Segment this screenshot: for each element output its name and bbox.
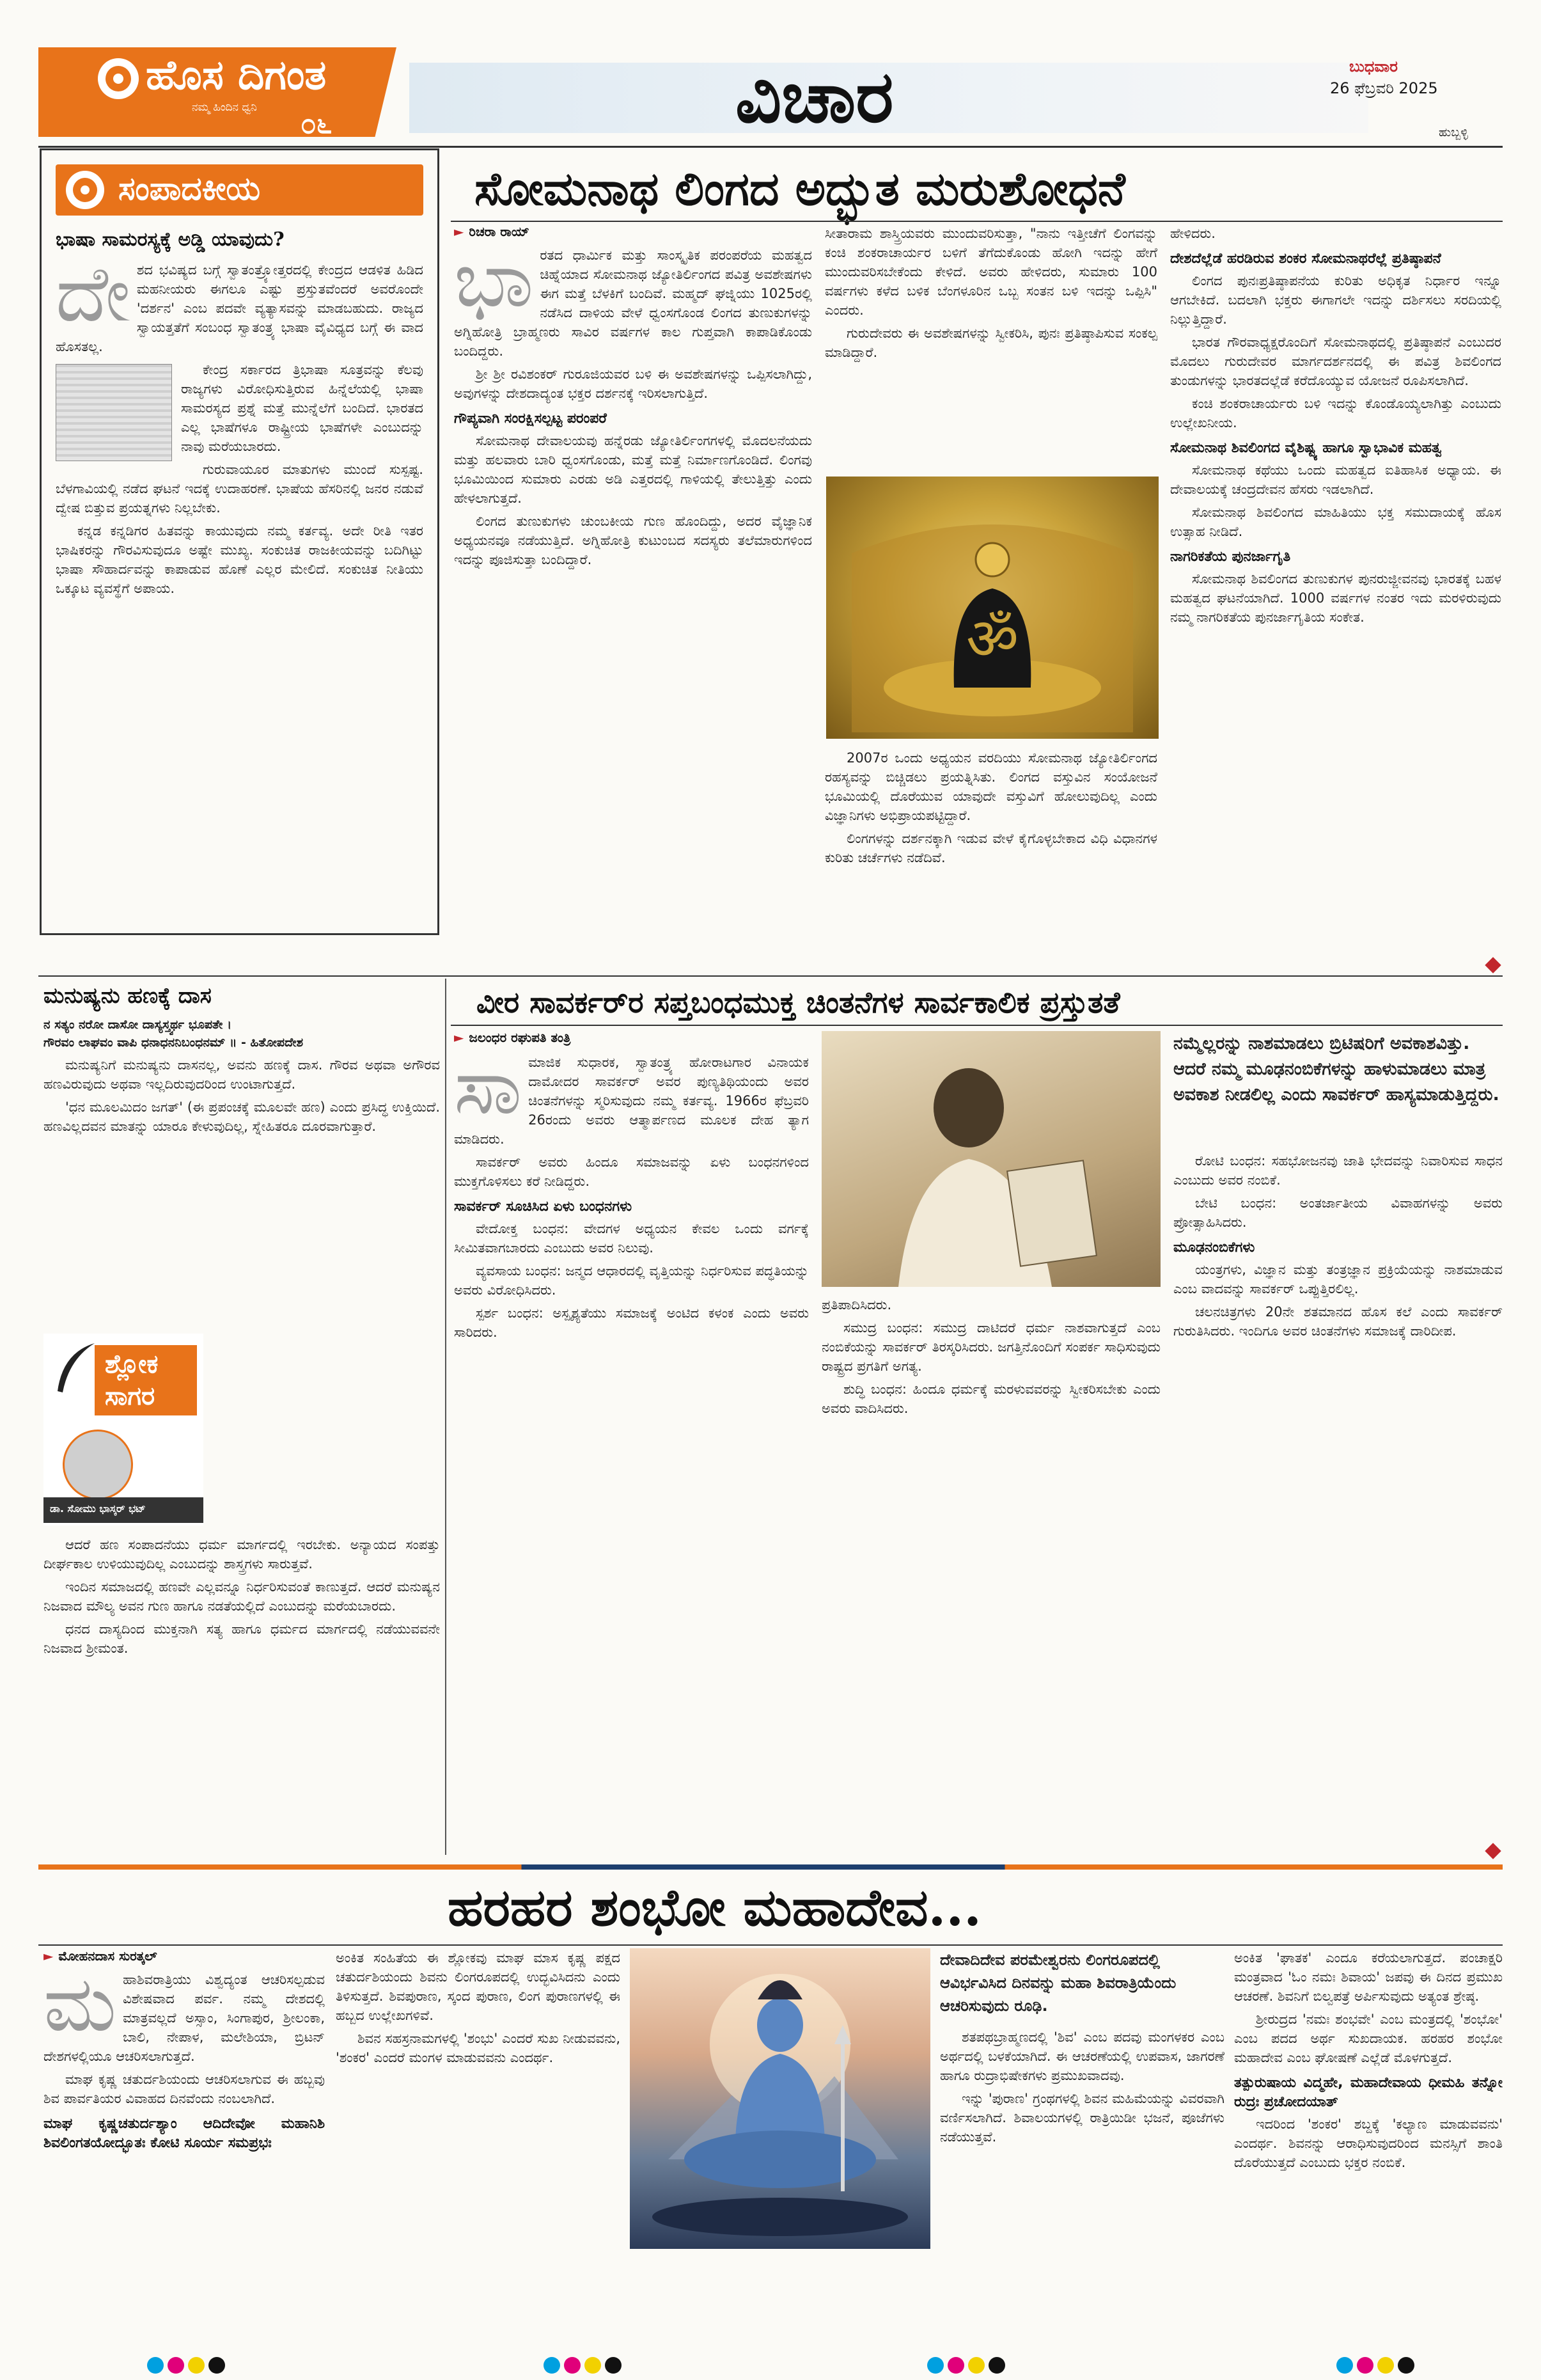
registration-dot: [584, 2357, 601, 2374]
savarkar-subhead: ಮೂಢನಂಬಿಕೆಗಳು: [1173, 1240, 1255, 1256]
shambho-author: ಮೋಹನದಾಸ ಸುರತ್ಕಲ್: [58, 1948, 157, 1964]
columnist-name: ಡಾ. ಸೋಮು ಭಾಸ್ಕರ್ ಭಟ್: [50, 1502, 146, 1515]
shivalinga-icon: [826, 477, 1159, 739]
registration-dot: [564, 2357, 581, 2374]
shambho-rule: [38, 1944, 1503, 1946]
somanatha-paragraph: ಶ್ರೀ ಶ್ರೀ ರವಿಶಂಕರ್ ಗುರೂಜಿಯವರ ಬಳಿ ಈ ಅವಶೇಷಗಳನ್ನು ಒಪ್ಪಿಸಲಾಗಿದ್ದು, ಅವುಗಳನ್ನು ದೇಶದಾದ್ಯಂತ ಭಕ್ತರ ದರ್ಶನಕ್ಕೆ ಇರಿಸಲಾಗುತ್ತಿದೆ.: [454, 366, 812, 401]
registration-dot: [1398, 2357, 1414, 2374]
somanatha-paragraph: ಕಂಚಿ ಶಂಕರಾಚಾರ್ಯರು ಬಳಿ ಇದನ್ನು ಕೊಂಡೊಯ್ಯಲಾಗಿತ್ತು ಎಂಬುದು ಉಲ್ಲೇಖನೀಯ.: [1170, 396, 1501, 430]
byline-arrow-icon: ►: [454, 224, 464, 239]
savarkar-paragraph: ವ್ಯವಸಾಯ ಬಂಧನ: ಜನ್ಮದ ಆಧಾರದಲ್ಲಿ ವೃತ್ತಿಯನ್ನು ನಿರ್ಧರಿಸುವ ಪದ್ಧತಿಯನ್ನು ಅವರು ವಿರೋಧಿಸಿದರು.: [454, 1263, 809, 1298]
quill-icon: [50, 1340, 101, 1398]
thought-paragraph: 'ಧನ ಮೂಲಮಿದಂ ಜಗತ್' (ಈ ಪ್ರಪಂಚಕ್ಕೆ ಮೂಲವೇ ಹಣ) ಎಂದು ಪ್ರಸಿದ್ಧ ಉಕ್ತಿಯಿದೆ. ಹಣವಿಲ್ಲದವನ ಮಾತನ್ನು ಯಾರೂ ಕೇಳುವುದಿಲ್ಲ, ಸ್ನೇಹಿತರೂ ದೂರವಾಗುತ್ತಾರೆ.: [43, 1099, 440, 1134]
savarkar-paragraph: ಚಲನಚಿತ್ರಗಳು 20ನೇ ಶತಮಾನದ ಹೊಸ ಕಲೆ ಎಂದು ಸಾವರ್ಕರ್ ಗುರುತಿಸಿದರು. ಇಂದಿಗೂ ಅವರ ಚಿಂತನೆಗಳು ಸಮಾಜಕ್ಕೆ ದಾರಿದೀಪ.: [1173, 1304, 1503, 1339]
somanatha-col3: [1170, 224, 1501, 631]
editorial-paragraph: ಕನ್ನಡ ಕನ್ನಡಿಗರ ಹಿತವನ್ನು ಕಾಯುವುದು ನಮ್ಮ ಕರ್ತವ್ಯ. ಅದೇ ರೀತಿ ಇತರ ಭಾಷಿಕರನ್ನು ಗೌರವಿಸುವುದೂ ಅಷ್ಟೇ ಮುಖ್ಯ. ಸಂಕುಚಿತ ರಾಜಕೀಯವನ್ನು ಬದಿಗಿಟ್ಟು ಭಾಷಾ ಸೌಹಾರ್ದವನ್ನು ಕಾಪಾಡುವ ಹೊಣೆ ಎಲ್ಲರ ಮೇಲಿದೆ. ಸಂಕುಚಿತ ನೀತಿಯು ಒಕ್ಕೂಟ ವ್ಯವಸ್ಥೆಗೆ ಅಪಾಯ.: [56, 523, 423, 596]
section-title: ವಿಚಾರ: [735, 55, 894, 139]
shambho-subhead: ಮಾಘ ಕೃಷ್ಣಚತುರ್ದಶ್ಯಾಂ ಆದಿದೇವೋ ಮಹಾನಿಶಿ ಶಿವಲಿಂಗತಯೋದ್ಭೂತಃ ಕೋಟಿ ಸೂರ್ಯ ಸಮಪ್ರಭಃ: [43, 2116, 325, 2151]
registration-dot: [544, 2357, 560, 2374]
somanatha-subhead: ದೇಶದೆಲ್ಲೆಡೆ ಹರಡಿರುವ ಶಂಕರ ಸೋಮನಾಥರೆಲ್ಲೆ ಪ್ರತಿಷ್ಠಾಪನೆ: [1170, 251, 1441, 267]
thought-body-bottom: [43, 1535, 440, 1662]
logo-emblem-icon: [96, 56, 141, 101]
shiva-illustration: [630, 1948, 930, 2249]
savarkar-col1: [454, 1043, 809, 1346]
editorial-paragraph: ಶದ ಭವಿಷ್ಯದ ಬಗ್ಗೆ ಸ್ವಾತಂತ್ರ್ಯೋತ್ತರದಲ್ಲಿ ಕೇಂದ್ರದ ಆಡಳಿತ ಹಿಡಿದ ಮಹನೀಯರು ಈಗಲೂ ಎಷ್ಟು ಪ್ರಸ್ತುತವೆಂದರೆ ಅವರೊಂದೇ 'ದರ್ಶನ' ಎಂಬ ಪದವೇ ವ್ಯತ್ಯಾಸವನ್ನು ಮಾಡಬಹುದು. ರಾಜ್ಯದ ಸ್ವಾಯತ್ತತೆಗೆ ಸಂಬಂಧ ಸ್ವಾತಂತ್ರ್ಯ ಭಾಷಾ ವೈವಿಧ್ಯದ ಬಗ್ಗೆ ಈ ವಾದ ಹೊಸತಲ್ಲ.: [56, 262, 423, 354]
editorial-body: [56, 250, 423, 602]
shambho-paragraph: ಶಿವನ ಸಹಸ್ರನಾಮಗಳಲ್ಲಿ 'ಶಂಭು' ಎಂದರೆ ಸುಖ ನೀಡುವವನು, 'ಶಂಕರ' ಎಂದರೆ ಮಂಗಳ ಮಾಡುವವನು ಎಂದರ್ಥ.: [336, 2031, 620, 2065]
shambho-subhead: ತತ್ಪುರುಷಾಯ ವಿದ್ಮಹೇ, ಮಹಾದೇವಾಯ ಧೀಮಹಿ ತನ್ನೋ ರುದ್ರಃ ಪ್ರಚೋದಯಾತ್: [1234, 2075, 1503, 2110]
savarkar-paragraph: ವೇದೋಕ್ತ ಬಂಧನ: ವೇದಗಳ ಅಧ್ಯಯನ ಕೇವಲ ಒಂದು ವರ್ಗಕ್ಕೆ ಸೀಮಿತವಾಗಬಾರದು ಎಂಬುದು ಅವರ ನಿಲುವು.: [454, 1221, 809, 1256]
registration-marks: [0, 2357, 1541, 2376]
somanatha-dropcap: ಭಾ: [454, 235, 534, 324]
byline-arrow-icon: ►: [454, 1030, 464, 1045]
end-marker-icon: [1485, 1843, 1501, 1859]
somanatha-rule: [451, 221, 1503, 222]
somanatha-paragraph: ಲಿಂಗಗಳನ್ನು ದರ್ಶನಕ್ಕಾಗಿ ಇಡುವ ವೇಳೆ ಕೈಗೊಳ್ಳಬೇಕಾದ ವಿಧಿ ವಿಧಾನಗಳ ಕುರಿತು ಚರ್ಚೆಗಳು ನಡೆದಿವೆ.: [825, 831, 1157, 865]
editorial-inset-photo: [56, 364, 172, 461]
shambho-caption: [940, 1948, 1224, 2017]
savarkar-paragraph: ಪ್ರತಿಪಾದಿಸಿದರು.: [822, 1297, 892, 1312]
editorial-box: [40, 148, 439, 935]
somanatha-paragraph: ಸೋಮನಾಥ ದೇವಾಲಯವು ಹನ್ನೆರಡು ಜ್ಯೋತಿರ್ಲಿಂಗಗಳಲ್ಲಿ ಮೊದಲನೆಯದು ಮತ್ತು ಹಲವಾರು ಬಾರಿ ಧ್ವಂಸಗೊಂಡು, ಮತ್ತೆ ಮತ್ತೆ ನಿರ್ಮಾಣಗೊಂಡಿದೆ. ಲಿಂಗವು ಭೂಮಿಯಿಂದ ಸುಮಾರು ಎರಡು ಅಡಿ ಎತ್ತರದಲ್ಲಿ ಗಾಳಿಯಲ್ಲಿ ತೇಲುತ್ತಿತ್ತು ಎಂದು ಹೇಳಲಾಗುತ್ತದೆ.: [454, 433, 812, 506]
somanatha-col2-top: [825, 224, 1157, 366]
savarkar-paragraph: ಶುದ್ಧಿ ಬಂಧನ: ಹಿಂದೂ ಧರ್ಮಕ್ಕೆ ಮರಳುವವರನ್ನು ಸ್ವೀಕರಿಸಬೇಕು ಎಂದು ಅವರು ವಾದಿಸಿದರು.: [822, 1382, 1161, 1416]
column-name: ಶ್ಲೋಕ: [105, 1349, 159, 1379]
somanatha-paragraph: ಸೀತಾರಾಮ ಶಾಸ್ತ್ರಿಯವರು ಮುಂದುವರಿಸುತ್ತಾ, "ನಾನು ಇತ್ತೀಚೆಗೆ ಲಿಂಗವನ್ನು ಕಂಚಿ ಶಂಕರಾಚಾರ್ಯರ ಬಳಿಗೆ ತೆಗೆದುಕೊಂಡು ಹೋಗಿ ಇದನ್ನು ಹೇಗೆ ಮುಂದುವರಿಸಬೇಕೆಂದು ಕೇಳಿದೆ. ಅವರು ಹೇಳಿದರು, ಸುಮಾರು 100 ವರ್ಷಗಳು ಕಳೆದ ಬಳಿಕ ಬೆಂಗಳೂರಿನ ಒಬ್ಬ ಸಂತನ ಬಳಿ ಇದನ್ನು ಒಪ್ಪಿಸಿ" ಎಂದರು.: [825, 226, 1157, 318]
somanatha-subhead: ನಾಗರಿಕತೆಯ ಪುನರ್ಜಾಗೃತಿ: [1170, 549, 1291, 565]
thought-paragraph: ಮನುಷ್ಯನಿಗೆ ಮನುಷ್ಯನು ದಾಸನಲ್ಲ, ಅವನು ಹಣಕ್ಕೆ ದಾಸ. ಗೌರವ ಅಥವಾ ಅಗೌರವ ಹಣವಿರುವುದು ಅಥವಾ ಇಲ್ಲದಿರುವುದರಿಂದ ಉಂಟಾಗುತ್ತದೆ.: [43, 1057, 440, 1092]
somanatha-paragraph: ಹೇಳಿದರು.: [1170, 226, 1216, 241]
savarkar-subhead: ಸಾವರ್ಕರ್ ಸೂಚಿಸಿದ ಏಳು ಬಂಧನಗಳು: [454, 1199, 632, 1215]
end-marker-icon: [1485, 957, 1501, 973]
color-separator-bar: [38, 1864, 1503, 1870]
somanatha-headline: ಸೋಮನಾಥ ಲಿಂಗದ ಅದ್ಭುತ ಮರುಶೋಧನೆ: [474, 161, 1125, 216]
savarkar-col2: [822, 1295, 1161, 1422]
registration-dot: [1377, 2357, 1394, 2374]
byline-arrow-icon: ►: [43, 1948, 54, 1964]
svg-text:ॐ: ॐ: [966, 606, 1019, 673]
registration-dot: [605, 2357, 622, 2374]
registration-dot: [989, 2357, 1005, 2374]
column-name: ಸಾಗರ: [105, 1381, 155, 1411]
savarkar-col3: [1173, 1151, 1503, 1344]
shambho-paragraph: ಇದರಿಂದ 'ಶಂಕರ' ಶಬ್ದಕ್ಕೆ 'ಕಲ್ಯಾಣ ಮಾಡುವವನು' ಎಂದರ್ಥ. ಶಿವನನ್ನು ಆರಾಧಿಸುವುದರಿಂದ ಮನಸ್ಸಿಗೆ ಶಾಂತಿ ದೊರೆಯುತ್ತದೆ ಎಂಬುದು ಭಕ್ತರ ನಂಬಿಕೆ.: [1234, 2116, 1503, 2170]
somanatha-paragraph: ಸೋಮನಾಥ ಶಿವಲಿಂಗದ ತುಣುಕುಗಳ ಪುನರುಜ್ಜೀವನವು ಭಾರತಕ್ಕೆ ಬಹಳ ಮಹತ್ವದ ಘಟನೆಯಾಗಿದೆ. 1000 ವರ್ಷಗಳ ನಂತರ ಇದು ಮರಳಿರುವುದು ನಮ್ಮ ನಾಗರಿಕತೆಯ ಪುನರ್ಜಾಗೃತಿಯ ಸಂಕೇತ.: [1170, 571, 1501, 625]
editorial-emblem-icon: [63, 168, 107, 212]
thought-paragraph: ಧನದ ದಾಸ್ಯದಿಂದ ಮುಕ್ತನಾಗಿ ಸತ್ಯ ಹಾಗೂ ಧರ್ಮದ ಮಾರ್ಗದಲ್ಲಿ ನಡೆಯುವವನೇ ನಿಜವಾದ ಶ್ರೀಮಂತ.: [43, 1621, 440, 1656]
paper-tagline: ನಮ್ಮ ಹಿಂದಿನ ಧ್ವನಿ: [192, 101, 257, 114]
somanatha-subhead: ಸೋಮನಾಥ ಶಿವಲಿಂಗದ ವೈಶಿಷ್ಟ್ಯ ಹಾಗೂ ಸ್ವಾಭಾವಿಕ ಮಹತ್ವ: [1170, 440, 1442, 456]
thought-shloka: [43, 1016, 440, 1052]
editorial-paragraph: ಕೇಂದ್ರ ಸರ್ಕಾರದ ತ್ರಿಭಾಷಾ ಸೂತ್ರವನ್ನು ಕೆಲವು ರಾಜ್ಯಗಳು ವಿರೋಧಿಸುತ್ತಿರುವ ಹಿನ್ನೆಲೆಯಲ್ಲಿ ಭಾಷಾ ಸಾಮರಸ್ಯದ ಪ್ರಶ್ನೆ ಮತ್ತೆ ಮುನ್ನೆಲೆಗೆ ಬಂದಿದೆ. ಭಾರತದ ಎಲ್ಲ ಭಾಷೆಗಳೂ ರಾಷ್ಟ್ರೀಯ ಭಾಷೆಗಳೇ ಎಂಬುದನ್ನು ನಾವು ಮರೆಯಬಾರದು.: [181, 362, 423, 454]
shambho-paragraph: ಶತಪಥಬ್ರಾಹ್ಮಣದಲ್ಲಿ 'ಶಿವ' ಎಂಬ ಪದವು ಮಂಗಳಕರ ಎಂಬ ಅರ್ಥದಲ್ಲಿ ಬಳಕೆಯಾಗಿದೆ. ಈ ಆಚರಣೆಯಲ್ಲಿ ಉಪವಾಸ, ಜಾಗರಣೆ ಹಾಗೂ ರುದ್ರಾಭಿಷೇಕಗಳು ಪ್ರಮುಖವಾದವು.: [940, 2029, 1224, 2083]
somanatha-paragraph: ಗುರುದೇವರು ಈ ಅವಶೇಷಗಳನ್ನು ಸ್ವೀಕರಿಸಿ, ಪುನಃ ಪ್ರತಿಷ್ಠಾಪಿಸುವ ಸಂಕಲ್ಪ ಮಾಡಿದ್ದಾರೆ.: [825, 326, 1157, 360]
shambho-headline: ಹರಹರ ಶಂಭೋ ಮಹಾದೇವ...: [448, 1877, 982, 1937]
masthead-rule: [38, 146, 1503, 148]
savarkar-rule: [451, 1025, 1503, 1026]
registration-dot: [927, 2357, 944, 2374]
shambho-paragraph: ಅಂಕಿತ ಸಂಹಿತೆಯ ಈ ಶ್ಲೋಕವು ಮಾಘ ಮಾಸ ಕೃಷ್ಣ ಪಕ್ಷದ ಚತುರ್ದಶಿಯಂದು ಶಿವನು ಲಿಂಗರೂಪದಲ್ಲಿ ಉದ್ಭವಿಸಿದನು ಎಂದು ತಿಳಿಸುತ್ತದೆ. ಶಿವಪುರಾಣ, ಸ್ಕಂದ ಪುರಾಣ, ಲಿಂಗ ಪುರಾಣಗಳಲ್ಲಿ ಈ ಹಬ್ಬದ ಉಲ್ಲೇಖಗಳಿವೆ.: [336, 1950, 620, 2023]
somanatha-paragraph: ಸೋಮನಾಥ ಕಥೆಯು ಒಂದು ಮಹತ್ವದ ಐತಿಹಾಸಿಕ ಅಧ್ಯಾಯ. ಈ ದೇವಾಲಯಕ್ಕೆ ಚಂದ್ರದೇವನ ಹೆಸರು ಇಡಲಾಗಿದೆ.: [1170, 462, 1501, 497]
savarkar-paragraph: ಬೇಟಿ ಬಂಧನ: ಅಂತರ್ಜಾತೀಯ ವಿವಾಹಗಳನ್ನು ಅವರು ಪ್ರೋತ್ಸಾಹಿಸಿದರು.: [1173, 1195, 1503, 1230]
savarkar-headline: ವೀರ ಸಾವರ್ಕರ್‌ರ ಸಪ್ತಬಂಧಮುಕ್ತ ಚಿಂತನೆಗಳ ಸಾರ್ವಕಾಲಿಕ ಪ್ರಸ್ತುತತೆ: [476, 985, 1120, 1020]
thought-headline: ಮನುಷ್ಯನು ಹಣಕ್ಕೆ ದಾಸ: [43, 983, 212, 1009]
editorial-label: ಸಂಪಾದಕೀಯ: [118, 169, 261, 207]
savarkar-pullquote-text: ನಮ್ಮೆಲ್ಲರನ್ನು ನಾಶಮಾಡಲು ಬ್ರಿಟಿಷರಿಗೆ ಅವಕಾಶವಿತ್ತು. ಆದರೆ ನಮ್ಮ ಮೂಢನಂಬಿಕೆಗಳನ್ನು ಹಾಳುಮಾಡಲು ಮಾತ್ರ ಅವಕಾಶ ನೀಡಲಿಲ್ಲ ಎಂದು ಸಾವರ್ಕರ್ ಹಾಸ್ಯಮಾಡುತ್ತಿದ್ದರು.: [1173, 1034, 1499, 1105]
issue-day: ಬುಧವಾರ: [1349, 58, 1398, 75]
shambho-paragraph: ಅಂಕಿತ 'ಘಾತಕ' ಎಂದೂ ಕರೆಯಲಾಗುತ್ತದೆ. ಪಂಚಾಕ್ಷರಿ ಮಂತ್ರವಾದ 'ಓಂ ನಮಃ ಶಿವಾಯ' ಜಪವು ಈ ದಿನದ ಪ್ರಮುಖ ಆಚರಣೆ. ಶಿವನಿಗೆ ಬಿಲ್ವಪತ್ರೆ ಅರ್ಪಿಸುವುದು ಅತ್ಯಂತ ಶ್ರೇಷ್ಠ.: [1234, 1950, 1503, 2004]
somanatha-paragraph: ಸೋಮನಾಥ ಶಿವಲಿಂಗದ ಮಾಹಿತಿಯು ಭಕ್ತ ಸಮುದಾಯಕ್ಕೆ ಹೊಸ ಉತ್ಸಾಹ ನೀಡಿದೆ.: [1170, 505, 1501, 539]
registration-dot: [147, 2357, 164, 2374]
somanatha-paragraph: 2007ರ ಒಂದು ಅಧ್ಯಯನ ವರದಿಯು ಸೋಮನಾಥ ಜ್ಯೋತಿರ್ಲಿಂಗದ ರಹಸ್ಯವನ್ನು ಬಿಚ್ಚಿಡಲು ಪ್ರಯತ್ನಿಸಿತು. ಲಿಂಗದ ವಸ್ತುವಿನ ಸಂಯೋಜನೆ ಭೂಮಿಯಲ್ಲಿ ದೊರೆಯುವ ಯಾವುದೇ ವಸ್ತುವಿಗೆ ಹೋಲುವುದಿಲ್ಲ ಎಂದು ವಿಜ್ಞಾನಿಗಳು ಅಭಿಪ್ರಾಯಪಟ್ಟಿದ್ದಾರೆ.: [825, 750, 1157, 823]
savarkar-paragraph: ರೋಟಿ ಬಂಧನ: ಸಹಭೋಜನವು ಜಾತಿ ಭೇದವನ್ನು ನಿವಾರಿಸುವ ಸಾಧನ ಎಂಬುದು ಅವರ ನಂಬಿಕೆ.: [1173, 1153, 1503, 1188]
editorial-headline: ಭಾಷಾ ಸಾಮರಸ್ಯಕ್ಕೆ ಅಡ್ಡಿ ಯಾವುದು?: [56, 228, 285, 251]
registration-dot: [968, 2357, 985, 2374]
somanatha-paragraph: ಲಿಂಗದ ತುಣುಕುಗಳು ಚುಂಬಕೀಯ ಗುಣ ಹೊಂದಿದ್ದು, ಅದರ ವೈಜ್ಞಾನಿಕ ಅಧ್ಯಯನವೂ ನಡೆಯುತ್ತಿದೆ. ಅಗ್ನಿಹೋತ್ರಿ ಕುಟುಂಬದ ಸದಸ್ಯರು ತಲೆಮಾರುಗಳಿಂದ ಇದನ್ನು ಪೂಜಿಸುತ್ತಾ ಬಂದಿದ್ದಾರೆ.: [454, 514, 812, 567]
savarkar-paragraph: ಸಮುದ್ರ ಬಂಧನ: ಸಮುದ್ರ ದಾಟಿದರೆ ಧರ್ಮ ನಾಶವಾಗುತ್ತದೆ ಎಂಬ ನಂಬಿಕೆಯನ್ನು ಸಾವರ್ಕರ್ ತಿರಸ್ಕರಿಸಿದರು. ಜಗತ್ತಿನೊಂದಿಗೆ ಸಂಪರ್ಕ ಸಾಧಿಸುವುದು ರಾಷ್ಟ್ರದ ಪ್ರಗತಿಗೆ ಅಗತ್ಯ.: [822, 1320, 1161, 1374]
shambho-paragraph: ಇನ್ನು 'ಪುರಾಣ' ಗ್ರಂಥಗಳಲ್ಲಿ ಶಿವನ ಮಹಿಮೆಯನ್ನು ವಿವರವಾಗಿ ವರ್ಣಿಸಲಾಗಿದೆ. ಶಿವಾಲಯಗಳಲ್ಲಿ ರಾತ್ರಿಯಿಡೀ ಭಜನೆ, ಪೂಜೆಗಳು ನಡೆಯುತ್ತವೆ.: [940, 2091, 1224, 2145]
columnist-avatar: [63, 1430, 133, 1500]
masthead: [0, 0, 1541, 157]
thought-shloka-line: ನ ಸತ್ಯಂ ನರೋ ದಾಸೋ ದಾಸ್ಯಸ್ತ್ವರ್ಥ ಭೂಪತೇ ।: [43, 1018, 232, 1032]
shambho-paragraph: ಶ್ರೀರುದ್ರದ 'ನಮಃ ಶಂಭವೇ' ಎಂಬ ಮಂತ್ರದಲ್ಲಿ 'ಶಂಭೋ' ಎಂಬ ಪದದ ಅರ್ಥ ಸುಖದಾಯಕ. ಹರಹರ ಶಂಭೋ ಮಹಾದೇವ ಎಂಬ ಘೋಷಣೆ ಎಲ್ಲೆಡೆ ಮೊಳಗುತ್ತದೆ.: [1234, 2012, 1503, 2065]
registration-dot: [1336, 2357, 1353, 2374]
editorial-dropcap: ದೇ: [56, 250, 130, 339]
shambho-paragraph: ಹಾಶಿವರಾತ್ರಿಯು ವಿಶ್ವದ್ಯಂತ ಆಚರಿಸಲ್ಪಡುವ ವಿಶೇಷವಾದ ಪರ್ವ. ನಮ್ಮ ದೇಶದಲ್ಲಿ ಮಾತ್ರವಲ್ಲದೆ ಅಸ್ಸಾಂ, ಸಿಂಗಾಪುರ, ಶ್ರೀಲಂಕಾ, ಬಾಲಿ, ನೇಪಾಳ, ಮಲೇಶಿಯಾ, ಬ್ರಿಟನ್ ದೇಶಗಳಲ್ಲಿಯೂ ಆಚರಿಸಲಾಗುತ್ತದೆ.: [43, 1972, 325, 2064]
shambho-col4: [1234, 1948, 1503, 2176]
savarkar-photo: [822, 1031, 1161, 1287]
registration-dot: [188, 2357, 205, 2374]
thought-paragraph: ಇಂದಿನ ಸಮಾಜದಲ್ಲಿ ಹಣವೇ ಎಲ್ಲವನ್ನೂ ನಿರ್ಧರಿಸುವಂತೆ ಕಾಣುತ್ತದೆ. ಆದರೆ ಮನುಷ್ಯನ ನಿಜವಾದ ಮೌಲ್ಯ ಅವನ ಗುಣ ಹಾಗೂ ನಡತೆಯಲ್ಲಿದೆ ಎಂಬುದನ್ನು ಮರೆಯಬಾರದು.: [43, 1579, 440, 1614]
page-number: ೦೬: [301, 107, 332, 140]
shambho-dropcap: ಮ: [43, 1960, 117, 2049]
thought-column-badge: [43, 1334, 203, 1525]
savarkar-paragraph: ಸಾವರ್ಕರ್ ಅವರು ಹಿಂದೂ ಸಮಾಜವನ್ನು ಏಳು ಬಂಧನಗಳಿಂದ ಮುಕ್ತಗೊಳಿಸಲು ಕರೆ ನೀಡಿದ್ದರು.: [454, 1155, 809, 1189]
section-rule: [38, 975, 1503, 977]
column-divider: [445, 979, 446, 1855]
edition-name: ಹುಬ್ಬಳ್ಳಿ: [1439, 125, 1468, 139]
somanatha-paragraph: ಲಿಂಗದ ಪುನಃಪ್ರತಿಷ್ಠಾಪನೆಯ ಕುರಿತು ಅಧಿಕೃತ ನಿರ್ಧಾರ ಇನ್ನೂ ಆಗಬೇಕಿದೆ. ಬದಲಾಗಿ ಭಕ್ತರು ಈಗಾಗಲೇ ಇದನ್ನು ದರ್ಶಿಸಲು ಸರದಿಯಲ್ಲಿ ನಿಲ್ಲುತ್ತಿದ್ದಾರೆ.: [1170, 273, 1501, 327]
shambho-paragraph: ಮಾಘ ಕೃಷ್ಣ ಚತುರ್ದಶಿಯಂದು ಆಚರಿಸಲಾಗುವ ಈ ಹಬ್ಬವು ಶಿವ ಪಾರ್ವತಿಯರ ವಿವಾಹದ ದಿನವೆಂದು ನಂಬಲಾಗಿದೆ.: [43, 2072, 325, 2106]
savarkar-portrait-icon: [822, 1031, 1161, 1287]
somanatha-col1: [454, 235, 812, 573]
shambho-col3: [940, 2028, 1224, 2150]
registration-dot: [168, 2357, 184, 2374]
registration-dot: [948, 2357, 964, 2374]
savarkar-pullquote: [1173, 1031, 1503, 1108]
shambho-caption-text: ದೇವಾದಿದೇವ ಪರಮೇಶ್ವರನು ಲಿಂಗರೂಪದಲ್ಲಿ ಆವಿರ್ಭವಿಸಿದ ದಿನವನ್ನು ಮಹಾ ಶಿವರಾತ್ರಿಯೆಂದು ಆಚರಿಸುವುದು ರೂಢಿ.: [940, 1951, 1177, 2015]
somanatha-photo: [826, 477, 1159, 739]
savarkar-author: ಜಲಂಧರ ರಘುಪತಿ ತಂತ್ರಿ: [469, 1030, 571, 1045]
thought-shloka-line: ಗೌರವಂ ಲಾಘವಂ ವಾಪಿ ಧನಾಧನನಿಬಂಧನಮ್ ॥ - ಹಿತೋಪದೇಶ: [43, 1036, 304, 1050]
shambho-col1: [43, 1960, 325, 2155]
somanatha-paragraph: ಭಾರತ ಗೌರವಾಧ್ಯಕ್ಷರೊಂದಿಗೆ ಸೋಮನಾಥದಲ್ಲಿ ಪ್ರತಿಷ್ಠಾಪನೆ ಎಂಬುದರ ಮೊದಲು ಗುರುದೇವರ ಮಾರ್ಗದರ್ಶನದಲ್ಲಿ ಈ ಪವಿತ್ರ ಶಿವಲಿಂಗದ ತುಂಡುಗಳನ್ನು ಭಾರತದಲ್ಲೆಡೆ ಕರೆದೊಯ್ಯುವ ಯೋಜನೆ ರೂಪಿಸಲಾಗಿದೆ.: [1170, 335, 1501, 388]
somanatha-author: ರಿಚರಾ ರಾಯ್: [469, 224, 529, 239]
somanatha-subhead: ಗೌಪ್ಯವಾಗಿ ಸಂರಕ್ಷಿಸಲ್ಪಟ್ಟ ಪರಂಪರೆ: [454, 411, 607, 427]
somanatha-paragraph: ರತದ ಧಾರ್ಮಿಕ ಮತ್ತು ಸಾಂಸ್ಕೃತಿಕ ಪರಂಪರೆಯ ಮಹತ್ವದ ಚಿಹ್ನೆಯಾದ ಸೋಮನಾಥ ಜ್ಯೋತಿರ್ಲಿಂಗದ ಪವಿತ್ರ ಅವಶೇಷಗಳು ಈಗ ಮತ್ತೆ ಬೆಳಕಿಗೆ ಬಂದಿವೆ. ಮಹ್ಮದ್ ಘಜ್ನಿಯು 1025ರಲ್ಲಿ ನಡೆಸಿದ ದಾಳಿಯ ವೇಳೆ ಧ್ವಂಸಗೊಂಡ ಲಿಂಗದ ತುಣುಕುಗಳನ್ನು ಅಗ್ನಿಹೋತ್ರಿ ಬ್ರಾಹ್ಮಣರು ಸಾವಿರ ವರ್ಷಗಳ ಕಾಲ ಗುಪ್ತವಾಗಿ ಕಾಪಾಡಿಕೊಂಡು ಬಂದಿದ್ದರು.: [454, 248, 812, 359]
thought-body-top: [43, 1055, 440, 1140]
savarkar-paragraph: ಸ್ಪರ್ಶ ಬಂಧನ: ಅಸ್ಪೃಶ್ಯತೆಯು ಸಮಾಜಕ್ಕೆ ಅಂಟಿದ ಕಳಂಕ ಎಂದು ಅವರು ಸಾರಿದರು.: [454, 1305, 809, 1340]
registration-dot: [1357, 2357, 1373, 2374]
issue-date: 26 ಫೆಬ್ರವರಿ 2025: [1330, 79, 1438, 97]
shambho-col2: [336, 1948, 620, 2071]
somanatha-col2-bottom: [825, 748, 1157, 871]
thought-paragraph: ಆದರೆ ಹಣ ಸಂಪಾದನೆಯು ಧರ್ಮ ಮಾರ್ಗದಲ್ಲಿ ಇರಬೇಕು. ಅನ್ಯಾಯದ ಸಂಪತ್ತು ದೀರ್ಘಕಾಲ ಉಳಿಯುವುದಿಲ್ಲ ಎಂಬುದನ್ನು ಶಾಸ್ತ್ರಗಳು ಸಾರುತ್ತವೆ.: [43, 1537, 440, 1572]
savarkar-dropcap: ಸಾ: [454, 1043, 522, 1131]
meditating-shiva-icon: [630, 1948, 930, 2249]
registration-dot: [208, 2357, 225, 2374]
paper-name: ಹೊಸ ದಿಗಂತ: [146, 51, 327, 99]
savarkar-paragraph: ಯಂತ್ರಗಳು, ವಿಜ್ಞಾನ ಮತ್ತು ತಂತ್ರಜ್ಞಾನ ಪ್ರಕ್ರಿಯೆಯನ್ನು ನಾಶಮಾಡುವ ಎಂಬ ವಾದವನ್ನು ಸಾವರ್ಕರ್ ಒಪ್ಪುತ್ತಿರಲಿಲ್ಲ.: [1173, 1262, 1503, 1296]
savarkar-paragraph: ಮಾಜಿಕ ಸುಧಾರಕ, ಸ್ವಾತಂತ್ರ್ಯ ಹೋರಾಟಗಾರ ವಿನಾಯಕ ದಾಮೋದರ ಸಾವರ್ಕರ್ ಅವರ ಪುಣ್ಯತಿಥಿಯಂದು ಅವರ ಚಿಂತನೆಗಳನ್ನು ಸ್ಮರಿಸುವುದು ನಮ್ಮ ಕರ್ತವ್ಯ. 1966ರ ಫೆಬ್ರವರಿ 26ರಂದು ಅವರು ಆತ್ಮಾರ್ಪಣದ ಮೂಲಕ ದೇಹ ತ್ಯಾಗ ಮಾಡಿದರು.: [454, 1055, 809, 1147]
editorial-paragraph: ಗುರುವಾಯೂರ ಮಾತುಗಳು ಮುಂದೆ ಸುಸ್ಪಷ್ಟ. ಬೆಳಗಾವಿಯಲ್ಲಿ ನಡೆದ ಘಟನೆ ಇದಕ್ಕೆ ಉದಾಹರಣೆ. ಭಾಷೆಯ ಹೆಸರಿನಲ್ಲಿ ಜನರ ನಡುವೆ ದ್ವೇಷ ಬಿತ್ತುವ ಪ್ರಯತ್ನಗಳು ನಿಲ್ಲಬೇಕು.: [56, 462, 423, 516]
